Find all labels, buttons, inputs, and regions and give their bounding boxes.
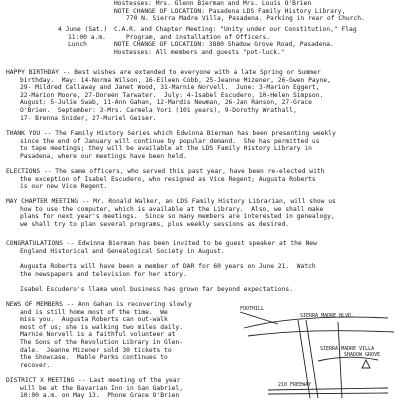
news-line: miss you. Augusta Roberts can out-walk [20, 316, 168, 324]
map-road-side [338, 322, 342, 398]
june-meeting-lunch: Lunch [68, 41, 87, 49]
map-road-foothill [240, 312, 278, 324]
isabel-note: Isabel Escudero's llama wool business has grown far beyond expectations. [20, 286, 293, 293]
map-label: SIERRA MADRE BLVD. [300, 313, 355, 319]
map-label: FOOTHILL [240, 306, 265, 312]
news-line: The Sons of the Revolution Library in Glen- [20, 339, 184, 346]
news-heading-line: NEWS OF MEMBERS -- Ann Gahan is recovering slowly [6, 301, 192, 308]
news-line: recover. [20, 361, 51, 369]
birthday-line: 29- Mildred Callaway and Janet Wood, 31-Marnie Norvell. June: 3-Marion Eggert, [20, 84, 320, 92]
map-freeway [268, 388, 388, 390]
augusta-note-line: the newspapers and television for her story. [20, 270, 187, 278]
map-label: SHADOW GROVE [344, 352, 381, 358]
june-meeting-date: 4 June (Sat.) [58, 26, 108, 33]
map-freeway-edge [268, 393, 388, 394]
district-line: will be at the Bavarian Inn in San Gabriel, [20, 384, 184, 392]
june-meeting-program: Program, and installation of Officers. [126, 33, 271, 41]
may-meeting-heading-line: MAY CHAPTER MEETING -- Mr. Ronald Walker, an LDS Family History Librarian, will show us [6, 198, 336, 205]
birthday-line: O'Brien. September: 3-Mrs. Carmela Yori (101 years), 9-Dorothy Wrathall, [20, 107, 297, 114]
map-label: 210 FREEWAY [278, 382, 312, 388]
map-destination-marker [362, 360, 370, 368]
district-line: 10:00 a.m. on May 13. Phone Grace O'Brien [20, 392, 180, 400]
congratulations-heading-line: CONGRATULATIONS -- Edwinna Bierman has been invited to be guest speaker at the New [6, 240, 317, 247]
birthday-heading-line: HAPPY BIRTHDAY -- Best wishes are extended to everyone with a late Spring or Summer [6, 69, 321, 76]
map-road-sierra-madre-blvd-edge [248, 331, 394, 336]
elections-line: is our new Vice Regent. [20, 183, 108, 191]
birthday-line: 22-Marion Moore, 27-Doreen Tarwater. July: 4-Isabel Escudero, 10-Helen Simpson. [20, 91, 324, 99]
june-meeting-title: C.A.R. and Chapter Meeting: "Unity under our Constitution," Flag [114, 26, 357, 33]
top-location-note: NOTE CHANGE OF LOCATION: Pasadena LDS Family History Library, [114, 7, 346, 15]
augusta-note-line: Augusta Roberts will have been a member of DAR for 60 years on June 21. Watch [20, 263, 316, 270]
thank-you-line: Pasadena, where our meetings have been held. [20, 152, 187, 160]
may-meeting-line: plans for next year's meetings. Since so many members are interested in genealogy, [20, 213, 335, 221]
top-hostesses-line: Hostesses: Mrs. Glenn Bierman and Mrs. Louis O'Brien [114, 0, 312, 7]
thank-you-line: since the end of January will continue by popular demand. She has permitted us [20, 137, 320, 145]
elections-line: the exception of Isabel Escudero, who resigned as Vice Regent; Augusta Roberts [20, 175, 316, 183]
top-location-address: 770 N. Sierra Madre Villa, Pasadena. Parking in rear of Church. [126, 15, 365, 23]
location-map [238, 306, 398, 400]
district-heading-line: DISTRICT X MEETING -- Last meeting of the year [6, 377, 181, 384]
june-meeting-hostesses: Hostesses: All members and guests "pot-luck." [114, 48, 285, 56]
news-line: and is still home most of the time. We [20, 308, 168, 316]
news-line: most of us; she is walking two miles daily. [20, 323, 184, 331]
birthday-line: 17- Brenna Snider, 27-Muriel Geiser. [20, 114, 157, 122]
news-line: dale. Jeanne Mizener sold 30 tickets to [20, 346, 172, 354]
thank-you-heading-line: THANK YOU -- The Family History Series which Edwinna Bierman has been presenting weekly [6, 130, 336, 137]
june-meeting-location: NOTE CHANGE OF LOCATION: 3880 Shadow Grove Road, Pasadena. [114, 41, 334, 49]
congratulations-line: England Historical and Genealogical Society in August. [20, 247, 225, 255]
birthday-line: August: 5-Julie Swab, 11-Ann Gahan, 12-Mardis Newman, 26-Jan Ranson, 27-Grace [20, 99, 312, 107]
map-label: SIERRA MADRE VILLA [320, 346, 375, 352]
birthday-line: birthday. May: 14-Norma Wilson, 16-Eileen Cobb, 25-Jeanne Mizener, 26-Gwen Payne, [20, 76, 331, 84]
may-meeting-line: how to use the computer, which is available at the Library. Also, we shall make [20, 205, 324, 213]
news-line: the Showcase. Mable Parks continues to [20, 354, 168, 362]
news-line: Marnie Norvell is a faithful volunteer at [20, 331, 176, 339]
june-meeting-time: 11:00 a.m. [68, 33, 106, 41]
thank-you-line: to tape meetings; they will be available at the LDS Family History Library in [20, 145, 312, 153]
elections-heading-line: ELECTIONS -- The same officers, who served this past year, have been re-elected with [6, 168, 325, 175]
may-meeting-line: we shall try to plan several programs, plus weekly sessions as desired. [20, 220, 290, 228]
